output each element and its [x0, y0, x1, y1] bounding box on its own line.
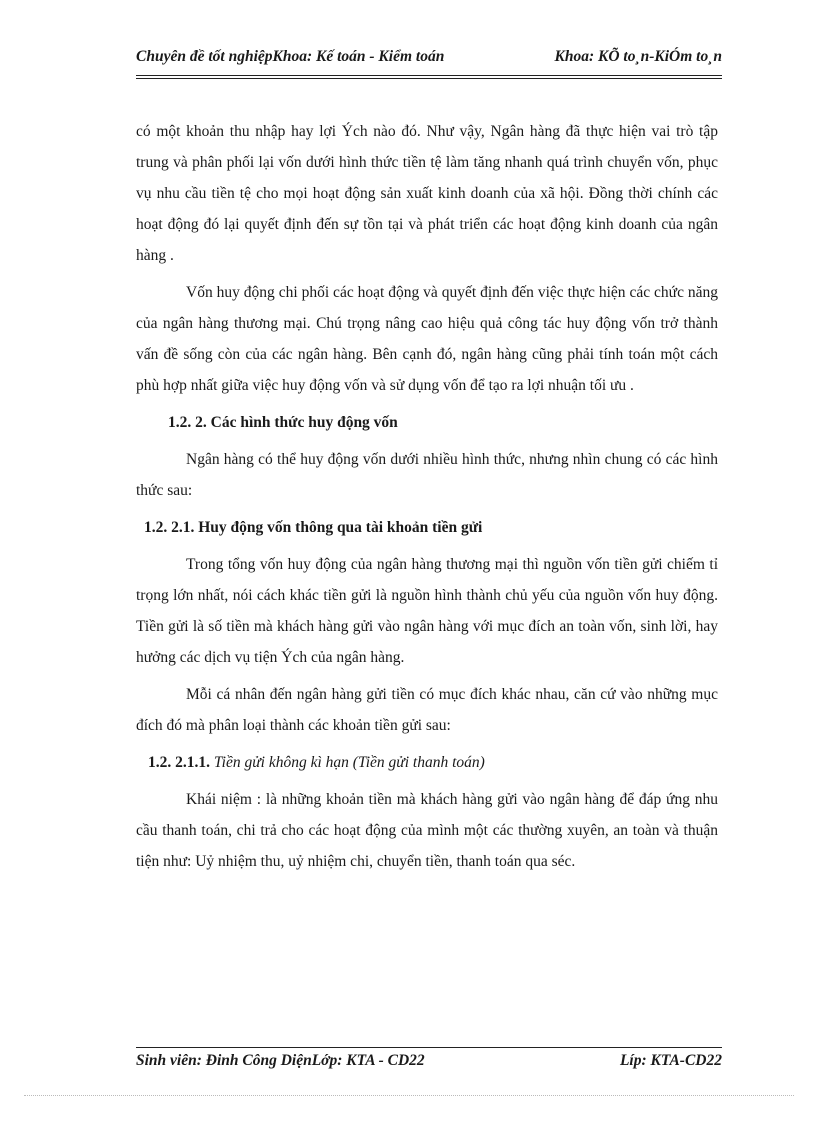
section-heading-1-2-2: 1.2. 2. Các hình thức huy động vốn	[168, 414, 398, 431]
paragraph-4: Trong tổng vốn huy động của ngân hàng thương mại thì nguồn vốn tiền gửi chiếm tỉ trọng lớn nhất, nói cách khác tiền gửi là nguồn hình thành chủ yếu của nguồn vốn huy động. Tiền gửi là số tiền mà khách hàng gửi vào ngân hàng với mục đích an toàn vốn, sinh lời, hay hưởng các dịch vụ tiện Ých của ngân hàng.	[136, 556, 718, 666]
paragraph-5: Mỗi cá nhân đến ngân hàng gửi tiền có mục đích khác nhau, căn cứ vào những mục đích đó mà phân loại thành các khoản tiền gửi sau:	[136, 686, 718, 734]
paragraph-6: Khái niệm : là những khoản tiền mà khách hàng gửi vào ngân hàng để đáp ứng nhu cầu thanh toán, chi trả cho các hoạt động của mình một các thường xuyên, an toàn và thuận tiện như: Uỷ nhiệm thu, uỷ nhiệm chi, chuyển tiền, thanh toán qua séc.	[136, 791, 718, 870]
header-rule-thick	[136, 75, 722, 76]
header-left-text: Chuyên đề tốt nghiệpKhoa: Kế toán - Kiểm toán	[136, 48, 445, 65]
heading-number: 1.2. 2.1.1.	[148, 754, 214, 771]
header-right-text: Khoa: KÕ to¸n-KiÓm to¸n	[554, 48, 722, 65]
footer-right-text: Líp: KTA-CD22	[619, 1052, 722, 1069]
section-heading-1-2-2-1: 1.2. 2.1. Huy động vốn thông qua tài khoản tiền gửi	[144, 519, 483, 536]
header-rule-thin	[136, 78, 722, 79]
heading-title: Tiền gửi không kì hạn (Tiền gửi thanh toán)	[213, 754, 485, 771]
paragraph-3: Ngân hàng có thể huy động vốn dưới nhiều hình thức, nhưng nhìn chung có các hình thức sau:	[136, 451, 718, 499]
paragraph-1: có một khoản thu nhập hay lợi Ých nào đó. Như vậy, Ngân hàng đã thực hiện vai trò tập trung và phân phối lại vốn dưới hình thức tiền tệ làm tăng nhanh quá trình chuyển vốn, phục vụ nhu cầu tiền tệ cho mọi hoạt động sản xuất kinh doanh của xã hội. Đồng thời chính các hoạt động đó lại quyết định đến sự tồn tại và phát triển các hoạt động kinh doanh của ngân hàng .	[136, 123, 718, 264]
document-body	[136, 116, 718, 877]
footer-rule	[136, 1047, 722, 1048]
paragraph-2: Vốn huy động chi phối các hoạt động và quyết định đến việc thực hiện các chức năng của ngân hàng thương mại. Chú trọng nâng cao hiệu quả công tác huy động vốn trở thành vấn đề sống còn của các ngân hàng. Bên cạnh đó, ngân hàng cũng phải tính toán một cách phù hợp nhất giữa việc huy động vốn và sử dụng vốn để tạo ra lợi nhuận tối ưu .	[136, 284, 718, 394]
page-bottom-dotted-line	[24, 1095, 794, 1096]
section-heading-1-2-2-1-1	[136, 747, 718, 778]
footer-left-text: Sinh viên: Đinh Công DiệnLớp: KTA - CD22	[136, 1052, 425, 1069]
